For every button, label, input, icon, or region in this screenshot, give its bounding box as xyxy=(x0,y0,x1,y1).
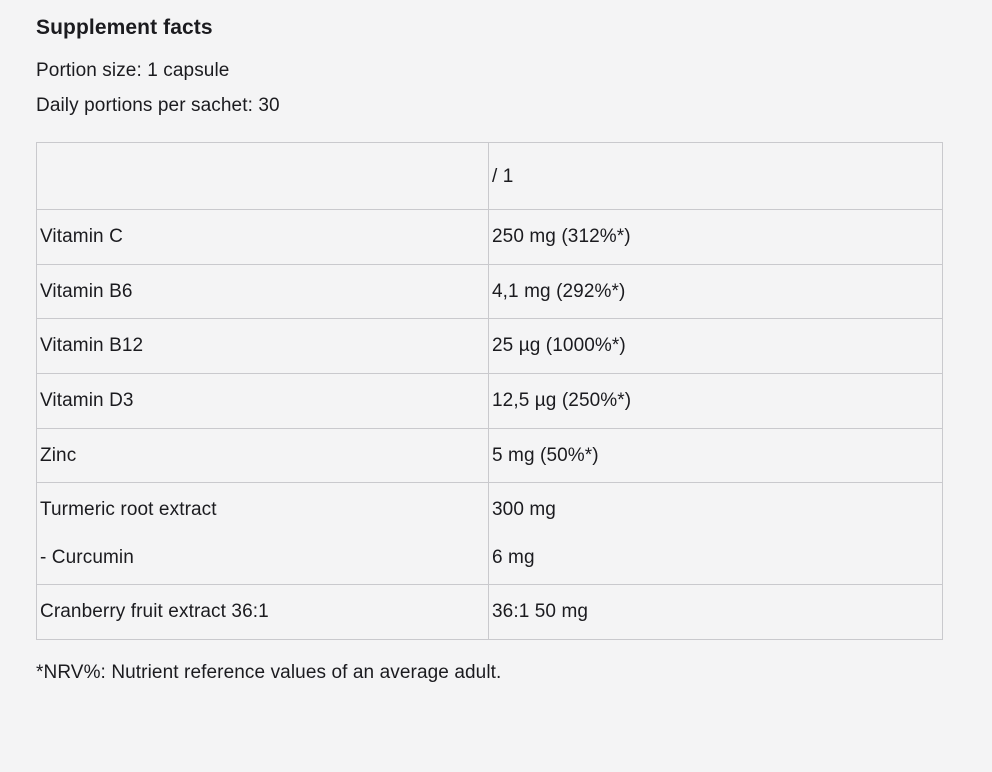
nutrient-name: Vitamin C xyxy=(37,210,489,265)
nutrient-amount: 36:1 50 mg xyxy=(489,585,943,640)
table-row xyxy=(37,428,943,483)
nutrient-amount-secondary: 6 mg xyxy=(492,546,535,568)
table-header-row xyxy=(37,143,943,210)
nutrient-name: Zinc xyxy=(37,428,489,483)
page-title: Supplement facts xyxy=(36,16,213,39)
table-row xyxy=(37,264,943,319)
nutrient-name-primary: Turmeric root extract xyxy=(40,499,217,521)
nutrient-amount: 25 µg (1000%*) xyxy=(489,319,943,374)
supplement-facts-table xyxy=(36,142,943,639)
header-cell-nutrient xyxy=(37,143,489,210)
nutrient-amount: 4,1 mg (292%*) xyxy=(489,264,943,319)
nutrient-name: Vitamin D3 xyxy=(37,374,489,429)
nutrient-amount: 250 mg (312%*) xyxy=(489,210,943,265)
nutrient-name: Vitamin B6 xyxy=(37,264,489,319)
nutrient-amount: 12,5 µg (250%*) xyxy=(489,374,943,429)
table-row xyxy=(37,585,943,640)
header-cell-per-portion: / 1 xyxy=(489,143,943,210)
nutrient-name: Cranberry fruit extract 36:1 xyxy=(37,585,489,640)
nrv-footnote: *NRV%: Nutrient reference values of an average adult. xyxy=(36,661,502,683)
portion-size-line: Portion size: 1 capsule xyxy=(36,60,230,82)
nutrient-name: Vitamin B12 xyxy=(37,319,489,374)
nutrient-amount xyxy=(489,483,943,585)
table-header xyxy=(37,143,943,210)
table-row xyxy=(37,319,943,374)
nutrient-amount: 5 mg (50%*) xyxy=(489,428,943,483)
table-body xyxy=(37,210,943,639)
nutrient-amount-primary: 300 mg xyxy=(492,499,556,521)
table-row xyxy=(37,483,943,585)
nutrient-name-secondary: - Curcumin xyxy=(40,546,134,568)
daily-portions-line: Daily portions per sachet: 30 xyxy=(36,94,280,116)
nutrient-name xyxy=(37,483,489,585)
table-row xyxy=(37,210,943,265)
table-row xyxy=(37,374,943,429)
